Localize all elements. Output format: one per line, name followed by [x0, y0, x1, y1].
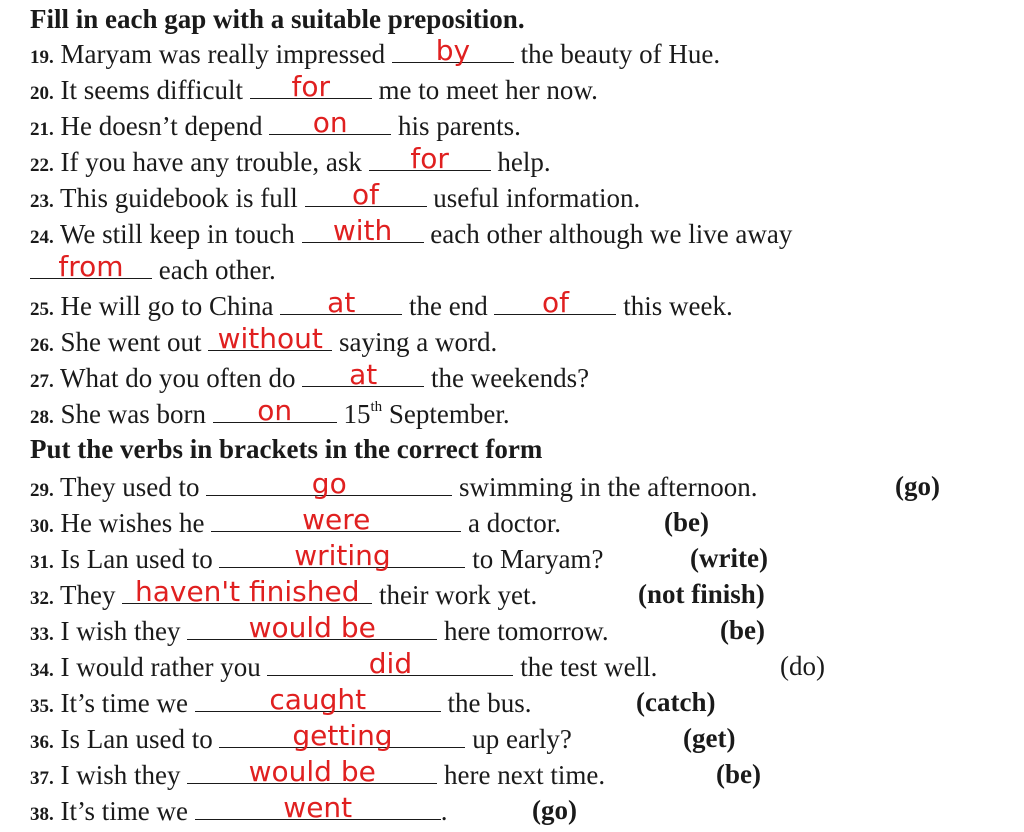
item-number: 23. — [30, 191, 54, 212]
answer-blank[interactable] — [30, 250, 152, 283]
answer-blank[interactable] — [187, 755, 437, 788]
sentence-text: I wish they — [60, 760, 181, 790]
sentence-text: the end — [408, 291, 488, 321]
exercise-line-continued — [30, 252, 276, 287]
item-number: 35. — [30, 696, 54, 717]
sentence-text: a doctor. — [467, 508, 561, 538]
verb-hint: (get) — [683, 723, 736, 753]
verb-hint: (catch) — [636, 687, 716, 717]
exercise-line — [30, 613, 609, 652]
verb-hint: (write) — [690, 543, 768, 573]
sentence-text: September. — [388, 399, 510, 429]
exercise-line — [30, 793, 447, 832]
sentence-text: . — [440, 796, 448, 826]
handwritten-answer: would be — [248, 755, 376, 788]
section-heading-prepositions: Fill in each gap with a suitable preposition. — [30, 4, 525, 34]
handwritten-answer: for — [410, 142, 449, 175]
sentence-text: This guidebook is full — [60, 183, 298, 213]
item-number: 31. — [30, 552, 54, 573]
item-number: 30. — [30, 516, 54, 537]
sentence-text: to Maryam? — [472, 544, 604, 574]
sentence-text: They — [60, 580, 116, 610]
sentence-text: the bus. — [447, 688, 532, 718]
exercise-line — [30, 396, 510, 435]
sentence-text: saying a word. — [339, 327, 498, 357]
item-number: 26. — [30, 335, 54, 356]
exercise-line — [30, 360, 589, 399]
sentence-text: up early? — [472, 724, 572, 754]
item-number: 22. — [30, 155, 54, 176]
verb-hint: (be) — [720, 615, 765, 645]
handwritten-answer: caught — [269, 683, 367, 716]
item-number: 25. — [30, 299, 54, 320]
exercise-line — [30, 324, 497, 363]
exercise-line — [30, 36, 720, 75]
answer-blank[interactable] — [302, 214, 424, 247]
verb-hint: (not finish) — [638, 579, 765, 609]
verb-hint: (go) — [532, 795, 577, 825]
sentence-text: They used to — [60, 472, 200, 502]
handwritten-answer: haven't finished — [134, 575, 360, 608]
item-number: 38. — [30, 804, 54, 825]
answer-blank[interactable] — [187, 611, 437, 644]
handwritten-answer: with — [332, 214, 393, 247]
verb-hint: (be) — [664, 507, 709, 537]
sentence-text: It seems difficult — [60, 75, 243, 105]
sentence-text: here next time. — [443, 760, 606, 790]
sentence-text: each other. — [158, 255, 276, 285]
sentence-text: their work yet. — [379, 580, 538, 610]
sentence-text: the beauty of Hue. — [520, 39, 721, 69]
handwritten-answer: by — [435, 34, 471, 67]
date-day: 15 — [343, 399, 371, 429]
sentence-text: swimming in the afternoon. — [459, 472, 758, 502]
handwritten-answer: without — [217, 322, 323, 355]
sentence-text: Is Lan used to — [60, 544, 213, 574]
item-number: 37. — [30, 768, 54, 789]
item-number: 20. — [30, 83, 54, 104]
answer-blank[interactable] — [195, 791, 441, 824]
item-number: 24. — [30, 227, 54, 248]
sentence-text: the weekends? — [430, 363, 590, 393]
sentence-text: his parents. — [397, 111, 521, 141]
section-heading-verbs: Put the verbs in brackets in the correct form — [30, 434, 543, 464]
verb-hint: (go) — [895, 471, 940, 501]
handwritten-answer: from — [58, 250, 124, 283]
sentence-text: Is Lan used to — [60, 724, 213, 754]
verb-hint: (do) — [780, 651, 825, 681]
answer-blank[interactable] — [211, 503, 461, 536]
sentence-text: me to meet her now. — [378, 75, 598, 105]
handwritten-answer: of — [541, 286, 569, 319]
handwritten-answer: on — [257, 394, 293, 427]
answer-blank[interactable] — [269, 106, 391, 139]
sentence-text: each other although we live away — [430, 219, 793, 249]
sentence-text: Maryam was really impressed — [60, 39, 386, 69]
item-number: 33. — [30, 624, 54, 645]
exercise-line — [30, 288, 733, 327]
item-number: 29. — [30, 480, 54, 501]
exercise-line — [30, 685, 531, 724]
answer-blank[interactable] — [219, 719, 465, 752]
ordinal-suffix: th — [370, 399, 383, 415]
sentence-text: He will go to China — [60, 291, 274, 321]
sentence-text: here tomorrow. — [443, 616, 609, 646]
handwritten-answer: go — [311, 467, 347, 500]
exercise-line — [30, 144, 551, 183]
exercise-line — [30, 216, 792, 255]
item-number: 28. — [30, 407, 54, 428]
handwritten-answer: getting — [292, 719, 393, 752]
handwritten-answer: for — [291, 70, 330, 103]
sentence-text: He wishes he — [60, 508, 205, 538]
sentence-text: the test well. — [520, 652, 658, 682]
answer-blank[interactable] — [305, 178, 427, 211]
handwritten-answer: on — [312, 106, 348, 139]
sentence-text: I would rather you — [60, 652, 261, 682]
sentence-text: useful information. — [433, 183, 641, 213]
answer-blank[interactable] — [208, 322, 332, 355]
sentence-text: What do you often do — [60, 363, 296, 393]
sentence-text: She went out — [60, 327, 202, 357]
answer-blank[interactable] — [280, 286, 402, 319]
answer-blank[interactable] — [494, 286, 616, 319]
answer-blank[interactable] — [219, 539, 465, 572]
handwritten-answer: at — [327, 286, 356, 319]
answer-blank[interactable] — [267, 647, 513, 680]
sentence-text: It’s time we — [60, 796, 188, 826]
sentence-text: We still keep in touch — [60, 219, 295, 249]
handwritten-answer: of — [352, 178, 380, 211]
handwritten-answer: did — [368, 647, 413, 680]
handwritten-answer: writing — [294, 539, 391, 572]
answer-blank[interactable] — [369, 142, 491, 175]
handwritten-answer: went — [283, 791, 353, 824]
item-number: 34. — [30, 660, 54, 681]
handwritten-answer: at — [349, 358, 378, 391]
sentence-text: If you have any trouble, ask — [60, 147, 362, 177]
answer-blank[interactable] — [250, 70, 372, 103]
item-number: 36. — [30, 732, 54, 753]
exercise-line — [30, 469, 757, 508]
sentence-text: this week. — [623, 291, 733, 321]
sentence-text: help. — [497, 147, 551, 177]
sentence-text: It’s time we — [60, 688, 188, 718]
handwritten-answer: were — [302, 503, 371, 536]
answer-blank[interactable] — [195, 683, 441, 716]
sentence-text: He doesn’t depend — [60, 111, 263, 141]
item-number: 21. — [30, 119, 54, 140]
handwritten-answer: would be — [248, 611, 376, 644]
answer-blank[interactable] — [392, 34, 514, 67]
item-number: 27. — [30, 371, 54, 392]
item-number: 19. — [30, 47, 54, 68]
answer-blank[interactable] — [213, 394, 337, 427]
answer-blank[interactable] — [122, 575, 372, 608]
answer-blank[interactable] — [302, 358, 424, 391]
verb-hint: (be) — [716, 759, 761, 789]
answer-blank[interactable] — [206, 467, 452, 500]
sentence-text: She was born — [60, 399, 206, 429]
item-number: 32. — [30, 588, 54, 609]
sentence-text: I wish they — [60, 616, 181, 646]
